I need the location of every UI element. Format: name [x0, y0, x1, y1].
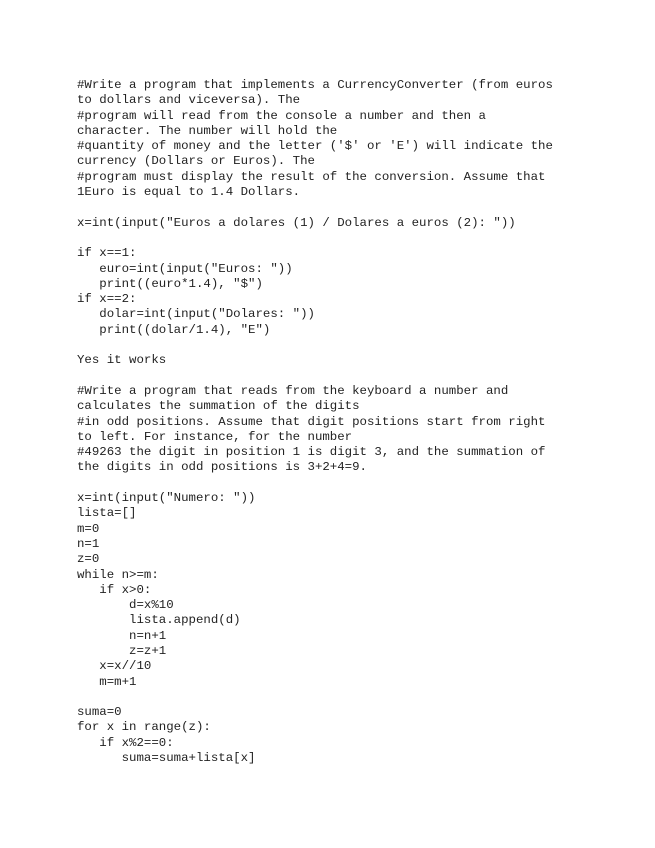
text-line [77, 231, 597, 246]
text-line: while n>=m: [77, 567, 159, 582]
text-line: to left. For instance, for the number [77, 429, 353, 444]
text-line: d=x%10 [77, 598, 174, 613]
text-line: the digits in odd positions is 3+2+4=9. [77, 460, 367, 475]
text-line: if x>0: [77, 582, 152, 597]
text-line: if x==2: [77, 292, 137, 307]
text-line: #49263 the digit in position 1 is digit 3, and the summation of [77, 445, 546, 460]
text-line [77, 338, 597, 353]
text-line: dolar=int(input("Dolares: ")) [77, 307, 315, 322]
text-line: print((euro*1.4), "$") [77, 276, 263, 291]
text-line: currency (Dollars or Euros). The [77, 154, 315, 169]
text-line: n=1 [77, 536, 100, 551]
text-line: Yes it works [77, 353, 167, 368]
text-line: x=int(input("Euros a dolares (1) / Dolares a euros (2): ")) [77, 215, 516, 230]
text-line: 1Euro is equal to 1.4 Dollars. [77, 185, 301, 200]
text-line: #in odd positions. Assume that digit positions start from right [77, 414, 546, 429]
text-line: z=0 [77, 552, 100, 567]
text-line [77, 476, 597, 491]
text-line: lista.append(d) [77, 613, 241, 628]
text-line: euro=int(input("Euros: ")) [77, 261, 293, 276]
text-line: lista=[] [77, 506, 137, 521]
text-line: #program will read from the console a number and then a [77, 108, 486, 123]
text-line: #Write a program that reads from the keyboard a number and [77, 383, 509, 398]
text-line: print((dolar/1.4), "E") [77, 322, 271, 337]
text-line: for x in range(z): [77, 720, 211, 735]
text-line: suma=0 [77, 705, 122, 720]
text-line: #quantity of money and the letter ('$' or 'E') will indicate the [77, 139, 553, 154]
text-line: x=x//10 [77, 659, 152, 674]
text-line: if x%2==0: [77, 735, 174, 750]
text-line [77, 200, 597, 215]
text-line: x=int(input("Numero: ")) [77, 491, 256, 506]
text-line: z=z+1 [77, 643, 167, 658]
text-line: character. The number will hold the [77, 123, 338, 138]
text-line: to dollars and viceversa). The [77, 93, 301, 108]
text-line: m=0 [77, 521, 100, 536]
text-line: if x==1: [77, 246, 137, 261]
text-line: #program must display the result of the conversion. Assume that [77, 169, 546, 184]
text-line [77, 369, 597, 384]
text-line: n=n+1 [77, 628, 167, 643]
text-line [77, 690, 597, 705]
text-line: #Write a program that implements a CurrencyConverter (from euros [77, 78, 553, 92]
text-line: m=m+1 [77, 674, 137, 689]
document-text [77, 78, 597, 766]
text-line: suma=suma+lista[x] [77, 751, 256, 766]
text-line: calculates the summation of the digits [77, 399, 360, 414]
